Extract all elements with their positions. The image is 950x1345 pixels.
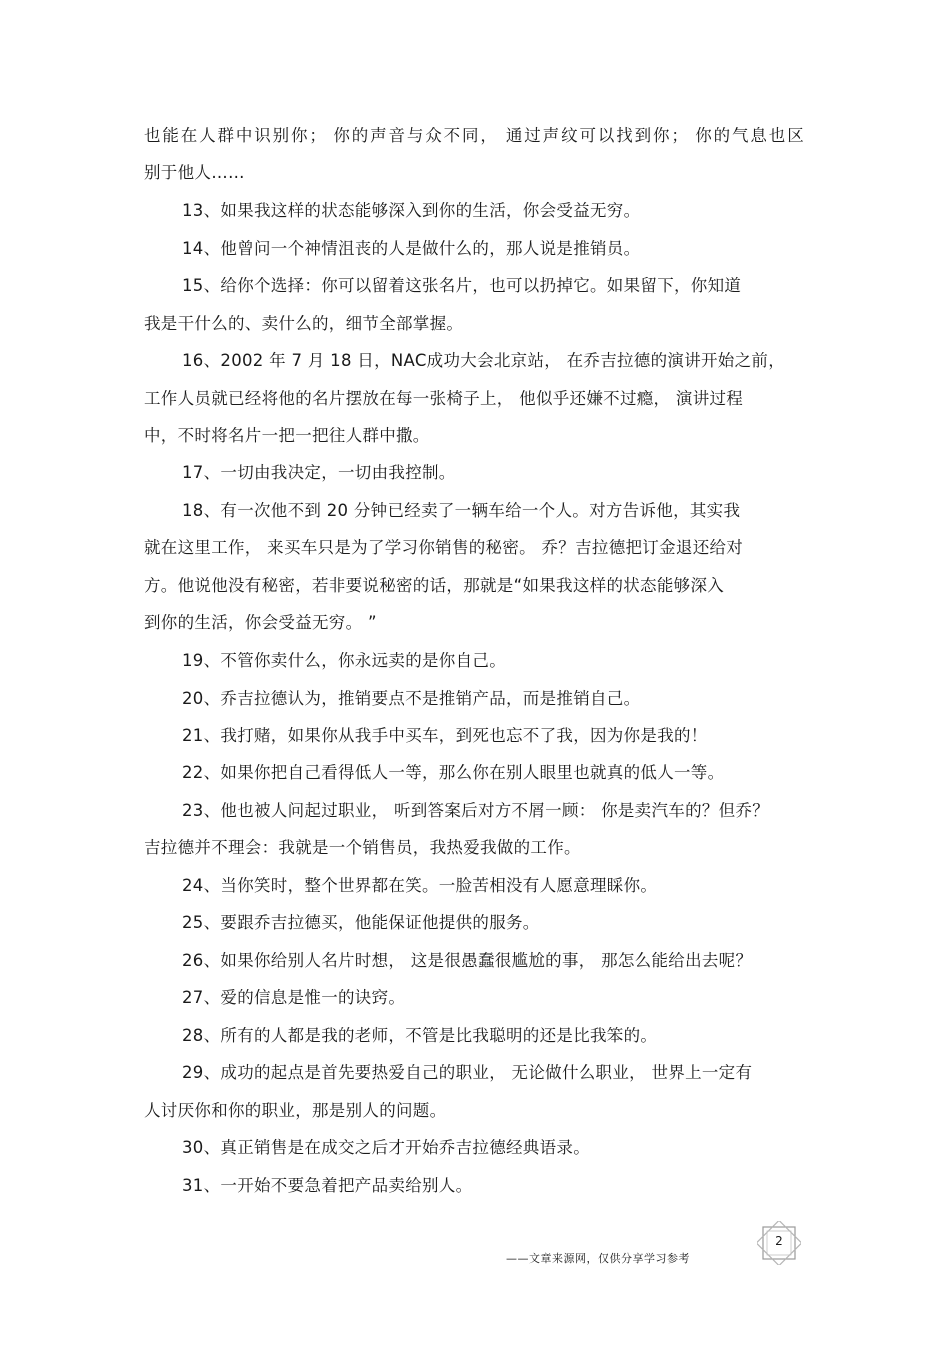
list-item: 30、真正销售是在成交之后才开始乔吉拉德经典语录。 — [182, 1138, 590, 1157]
list-item: 25、要跟乔吉拉德买，他能保证他提供的服务。 — [182, 913, 540, 932]
text-line: 中，不时将名片一把一把往人群中撒。 — [144, 426, 430, 445]
list-item: 17、一切由我决定，一切由我控制。 — [182, 463, 456, 482]
list-item: 13、如果我这样的状态能够深入到你的生活，你会受益无穷。 — [182, 201, 641, 220]
text-line: 吉拉德并不理会：我就是一个销售员，我热爱我做的工作。 — [144, 838, 581, 857]
list-item: 19、不管你卖什么，你永远卖的是你自己。 — [182, 651, 506, 670]
list-item: 20、乔吉拉德认为，推销要点不是推销产品，而是推销自己。 — [182, 689, 641, 708]
list-item: 21、我打赌，如果你从我手中买车，到死也忘不了我，因为你是我的！ — [182, 726, 708, 745]
list-item: 15、给你个选择：你可以留着这张名片，也可以扔掉它。如果留下，你知道 — [182, 276, 742, 295]
list-item: 29、成功的起点是首先要热爱自己的职业， 无论做什么职业， 世界上一定有 — [182, 1063, 753, 1082]
footer-source-note: ——文章来源网，仅供分享学习参考 — [506, 1252, 690, 1265]
list-item: 28、所有的人都是我的老师，不管是比我聪明的还是比我笨的。 — [182, 1026, 658, 1045]
text-line: 就在这里工作， 来买车只是为了学习你销售的秘密。 乔？吉拉德把订金退还给对 — [144, 538, 744, 557]
list-item: 24、当你笑时，整个世界都在笑。一脸苦相没有人愿意理睬你。 — [182, 876, 658, 895]
list-item: 14、他曾问一个神情沮丧的人是做什么的，那人说是推销员。 — [182, 239, 641, 258]
list-item: 18、有一次他不到 20 分钟已经卖了一辆车给一个人。对方告诉他，其实我 — [182, 501, 741, 520]
list-item: 16、2002 年 7 月 18 日，NAC成功大会北京站， 在乔吉拉德的演讲开始之前， — [182, 351, 786, 370]
text-line: 人讨厌你和你的职业，那是别人的问题。 — [144, 1101, 447, 1120]
list-item: 26、如果你给别人名片时想， 这是很愚蠢很尴尬的事， 那怎么能给出去呢？ — [182, 951, 753, 970]
list-item: 22、如果你把自己看得低人一等，那么你在别人眼里也就真的低人一等。 — [182, 763, 725, 782]
list-item: 27、爱的信息是惟一的诀窍。 — [182, 988, 406, 1007]
page-number: 2 — [775, 1234, 783, 1248]
text-line: 别于他人…… — [144, 163, 245, 182]
text-line: 到你的生活，你会受益无穷。 ” — [144, 613, 377, 632]
text-line: 也能在人群中识别你； 你的声音与众不同， 通过声纹可以找到你； 你的气息也区 — [144, 126, 804, 145]
text-line: 方。他说他没有秘密，若非要说秘密的话，那就是“如果我这样的状态能够深入 — [144, 576, 725, 595]
page-number-badge — [757, 1221, 801, 1265]
text-line: 工作人员就已经将他的名片摆放在每一张椅子上， 他似乎还嫌不过瘾， 演讲过程 — [144, 389, 744, 408]
list-item: 31、一开始不要急着把产品卖给别人。 — [182, 1176, 473, 1195]
text-line: 我是干什么的、卖什么的，细节全部掌握。 — [144, 314, 464, 333]
list-item: 23、他也被人问起过职业， 听到答案后对方不屑一顾： 你是卖汽车的？但乔？ — [182, 801, 770, 820]
